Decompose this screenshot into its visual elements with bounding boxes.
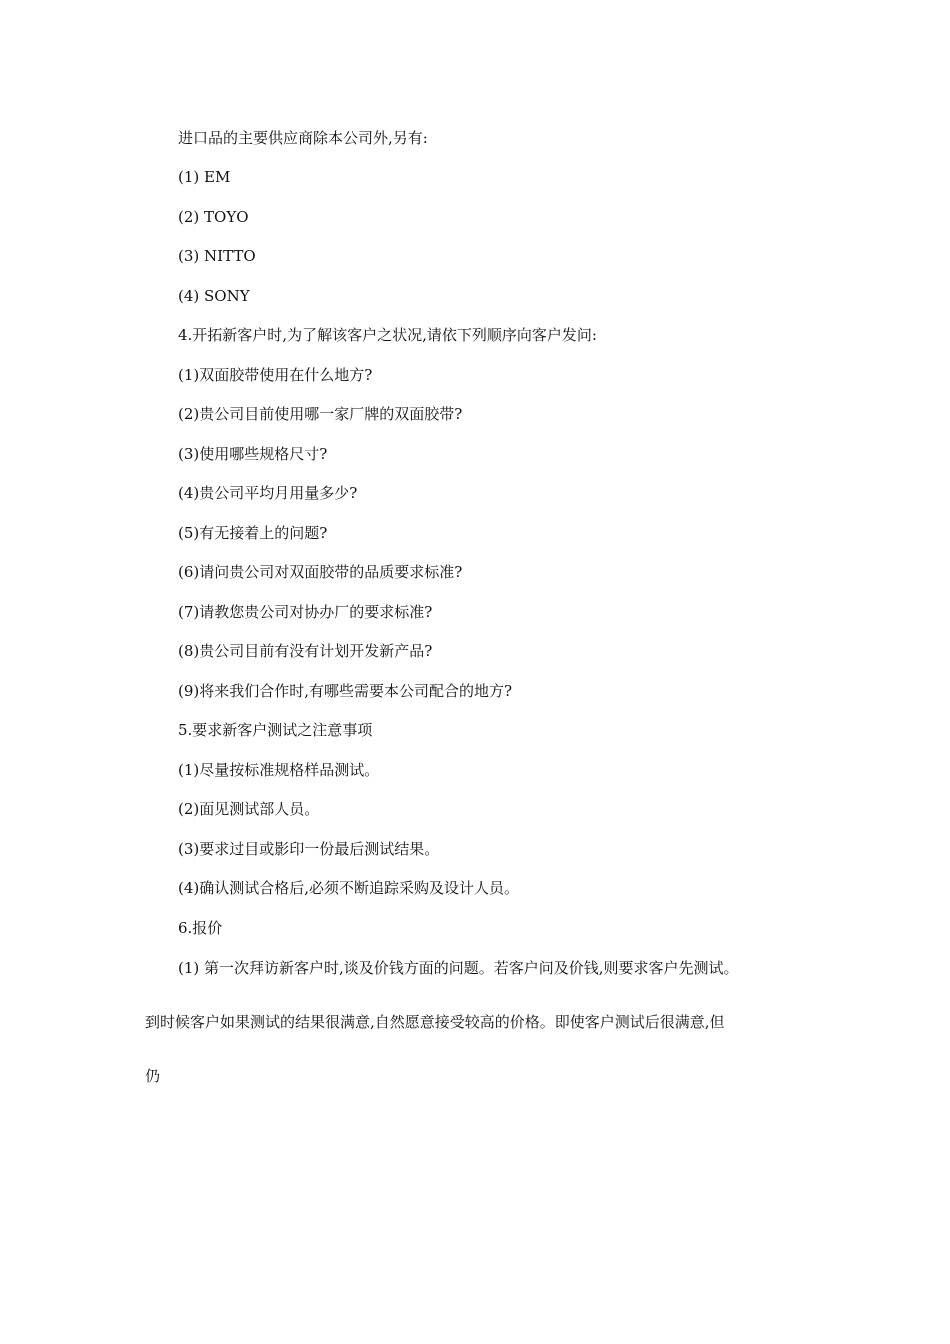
section-4-heading: 4.开拓新客户时,为了解该客户之状况,请依下列顺序向客户发问:	[178, 326, 597, 344]
question-item-1: (1)双面胶带使用在什么地方?	[178, 366, 373, 384]
intro-line: 进口品的主要供应商除本公司外,另有:	[178, 129, 428, 147]
question-item-8: (8)贵公司目前有没有计划开发新产品?	[178, 642, 433, 660]
section-6-heading: 6.报价	[178, 919, 223, 937]
question-item-9: (9)将来我们合作时,有哪些需要本公司配合的地方?	[178, 682, 513, 700]
quote-paragraph-line-3: 仍	[145, 1067, 161, 1085]
question-item-5: (5)有无接着上的问题?	[178, 524, 328, 542]
question-item-7: (7)请教您贵公司对协办厂的要求标准?	[178, 603, 433, 621]
question-item-4: (4)贵公司平均月用量多少?	[178, 484, 358, 502]
quote-paragraph	[145, 941, 825, 1103]
supplier-item-sony: (4) SONY	[178, 287, 250, 305]
test-item-1: (1)尽量按标准规格样品测试。	[178, 761, 380, 779]
quote-paragraph-line-2: 到时候客户如果测试的结果很满意,自然愿意接受较高的价格。即使客户测试后很满意,但	[145, 1013, 725, 1031]
test-item-4: (4)确认测试合格后,必须不断追踪采购及设计人员。	[178, 879, 520, 897]
section-5-heading: 5.要求新客户测试之注意事项	[178, 721, 373, 739]
test-item-3: (3)要求过目或影印一份最后测试结果。	[178, 840, 440, 858]
supplier-item-toyo: (2) TOYO	[178, 208, 249, 226]
supplier-item-nitto: (3) NITTO	[178, 247, 256, 265]
question-item-6: (6)请问贵公司对双面胶带的品质要求标准?	[178, 563, 463, 581]
question-item-2: (2)贵公司目前使用哪一家厂牌的双面胶带?	[178, 405, 463, 423]
question-item-3: (3)使用哪些规格尺寸?	[178, 445, 328, 463]
test-item-2: (2)面见测试部人员。	[178, 800, 320, 818]
supplier-item-em: (1) EM	[178, 168, 231, 186]
quote-paragraph-line-1: (1) 第一次拜访新客户时,谈及价钱方面的问题。若客户问及价钱,则要求客户先测试。	[178, 959, 739, 977]
